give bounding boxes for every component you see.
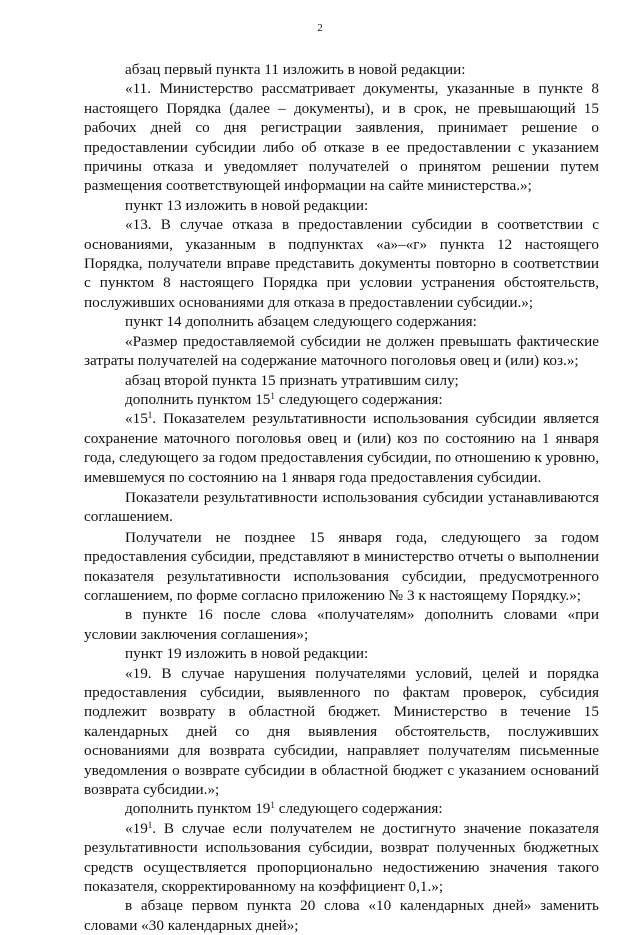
paragraph: абзац второй пункта 15 признать утратившим силу; xyxy=(125,371,459,389)
paragraph-text: «19 xyxy=(125,819,148,837)
paragraph: пункт 19 изложить в новой редакции: xyxy=(125,645,369,663)
paragraph: в пункте 16 после слова «получателям» дополнить словами «при условии заключения соглашения»; xyxy=(84,606,599,643)
paragraph: «13. В случае отказа в предоставлении субсидии в соответствии с основаниями, указанным в подпунктах «а»–«г» пункта 12 настоящего Порядка, получатели вправе представить документы повторно в соответствии с пунктом 8 настоящего Порядка при условии устранения обстоятельств, послуживших основаниями для отказа в предоставлении субсидии.»; xyxy=(84,216,599,311)
superscript: 1 xyxy=(147,819,153,830)
paragraph-text: дополнить пунктом 19 xyxy=(125,800,271,818)
paragraph xyxy=(84,799,599,818)
paragraph: «Размер предоставляемой субсидии не должен превышать фактические затраты получателей на содержание маточного поголовья овец и (или) коз.»; xyxy=(84,332,599,370)
superscript: 1 xyxy=(147,410,153,421)
superscript: 1 xyxy=(270,390,275,401)
paragraph: абзац первый пункта 11 изложить в новой редакции: xyxy=(125,61,466,78)
paragraph: «11. Министерство рассматривает документы, указанные в пункте 8 настоящего Порядка (далее – документы), и в срок, не превышающий 15 рабочих дней со дня регистрации заявления, принимает решение о предоставлении субсидии либо об отказе в ее предоставлении с указанием причины отказа и уведомляет получателей о принятом решении путем размещения соответствующей информации на сайте министерства.»; xyxy=(84,80,599,195)
paragraph: «19. В случае нарушения получателями условий, целей и порядка предоставления субсидии, выявленного по фактам проверок, субсидия подлежит возврату в областной бюджет. Министерство в течение 15 календарных дней со дня выявления обстоятельств, послуживших основаниями для возврата субсидии, направляет получателям письменные уведомления о возврате субсидии в областной бюджет с указанием оснований возврата субсидии.»; xyxy=(84,664,599,799)
page-number: 2 xyxy=(317,22,323,34)
paragraph-text: «15 xyxy=(125,410,148,428)
paragraph xyxy=(84,819,599,897)
paragraph-text: следующего содержания: xyxy=(274,390,443,408)
paragraph-text: . В случае если получателем не достигнуто значение показателя результативности использования субсидии, возврат полученных бюджетных средств осуществляется пропорционально недостижению значения такого показателя, скорректированному на коэффициент 0,1.»; xyxy=(84,819,599,896)
paragraph-text: следующего содержания: xyxy=(274,800,443,818)
paragraph-text: дополнить пунктом 15 xyxy=(125,390,271,408)
document-body xyxy=(84,60,599,935)
paragraph-text: . Показателем результативности использования субсидии является сохранение маточного поголовья овец и (или) коз по состоянию на 1 января года, следующего за годом предоставления субсидии, по отношению к уровню, имевшемуся по состоянию на 1 января года предоставления субсидии. xyxy=(84,410,599,486)
paragraph: Показатели результативности использования субсидии устанавливаются соглашением. xyxy=(84,488,599,526)
paragraph: пункт 13 изложить в новой редакции: xyxy=(125,196,369,214)
paragraph: пункт 14 дополнить абзацем следующего содержания: xyxy=(125,313,477,331)
paragraph: в абзаце первом пункта 20 слова «10 календарных дней» заменить словами «30 календарных дней»; xyxy=(84,897,599,934)
superscript: 1 xyxy=(270,800,275,811)
paragraph xyxy=(84,390,599,409)
paragraph xyxy=(84,409,599,487)
paragraph: Получатели не позднее 15 января года, следующего за годом предоставления субсидии, представляют в министерство отчеты о выполнении показателя результативности использования субсидии, предусмотренного соглашением, по форме согласно приложению № 3 к настоящему Порядку.»; xyxy=(84,528,599,604)
